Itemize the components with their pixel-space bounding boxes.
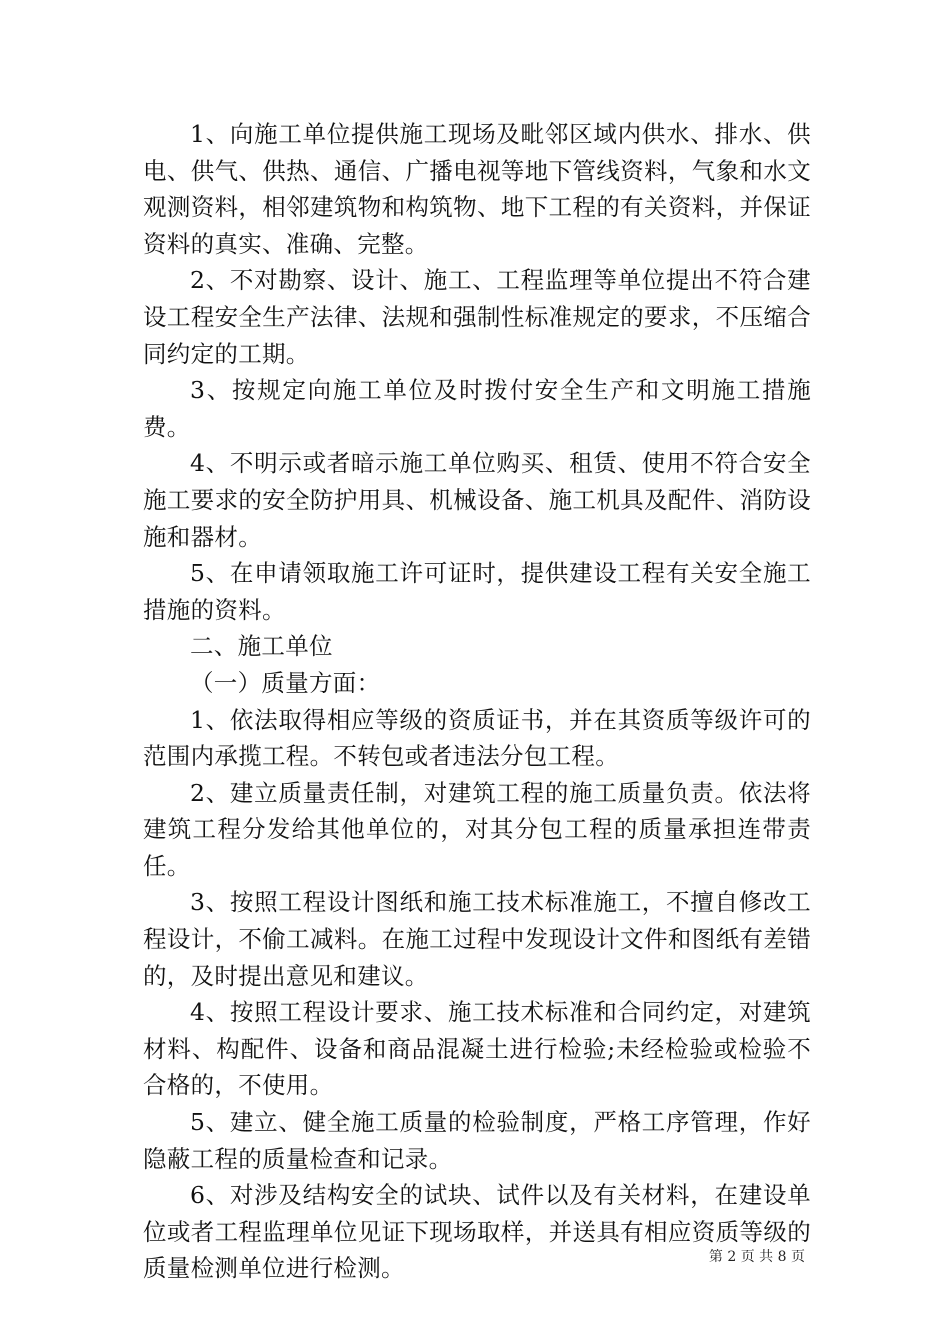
paragraph-10: 5、建立、健全施工质量的检验制度，严格工序管理，作好隐蔽工程的质量检查和记录。 (143, 1108, 811, 1173)
section-heading: 二、施工单位 (190, 632, 333, 661)
paragraph-4: 4、不明示或者暗示施工单位购买、租赁、使用不符合安全施工要求的安全防护用具、机械设备、施工机具及配件、消防设施和器材。 (143, 449, 811, 551)
paragraph-1: 1、向施工单位提供施工现场及毗邻区域内供水、排水、供电、供气、供热、通信、广播电视等地下管线资料，气象和水文观测资料，相邻建筑物和构筑物、地下工程的有关资料，并保证资料的真实、准确、完整。 (143, 120, 811, 258)
paragraph-3: 3、按规定向施工单位及时拨付安全生产和文明施工措施费。 (143, 376, 811, 441)
paragraph-8: 3、按照工程设计图纸和施工技术标准施工，不擅自修改工程设计，不偷工减料。在施工过程中发现设计文件和图纸有差错的，及时提出意见和建议。 (143, 888, 811, 990)
document-body (143, 116, 811, 1287)
paragraph-6: 1、依法取得相应等级的资质证书，并在其资质等级许可的范围内承揽工程。不转包或者违法分包工程。 (143, 705, 811, 771)
subsection-heading: （一）质量方面： (190, 668, 381, 697)
paragraph-7: 2、建立质量责任制，对建筑工程的施工质量负责。依法将建筑工程分发给其他单位的，对其分包工程的质量承担连带责任。 (143, 778, 811, 880)
paragraph-9: 4、按照工程设计要求、施工技术标准和合同约定，对建筑材料、构配件、设备和商品混凝土进行检验;未经检验或检验不合格的，不使用。 (143, 998, 811, 1100)
paragraph-2: 2、不对勘察、设计、施工、工程监理等单位提出不符合建设工程安全生产法律、法规和强制性标准规定的要求，不压缩合同约定的工期。 (143, 266, 811, 368)
page-number-footer: 第 2 页 共 8 页 (708, 1249, 805, 1265)
paragraph-11: 6、对涉及结构安全的试块、试件以及有关材料，在建设单位或者工程监理单位见证下现场取样，并送具有相应资质等级的质量检测单位进行检测。 (143, 1181, 811, 1283)
paragraph-5: 5、在申请领取施工许可证时，提供建设工程有关安全施工措施的资料。 (143, 559, 811, 624)
